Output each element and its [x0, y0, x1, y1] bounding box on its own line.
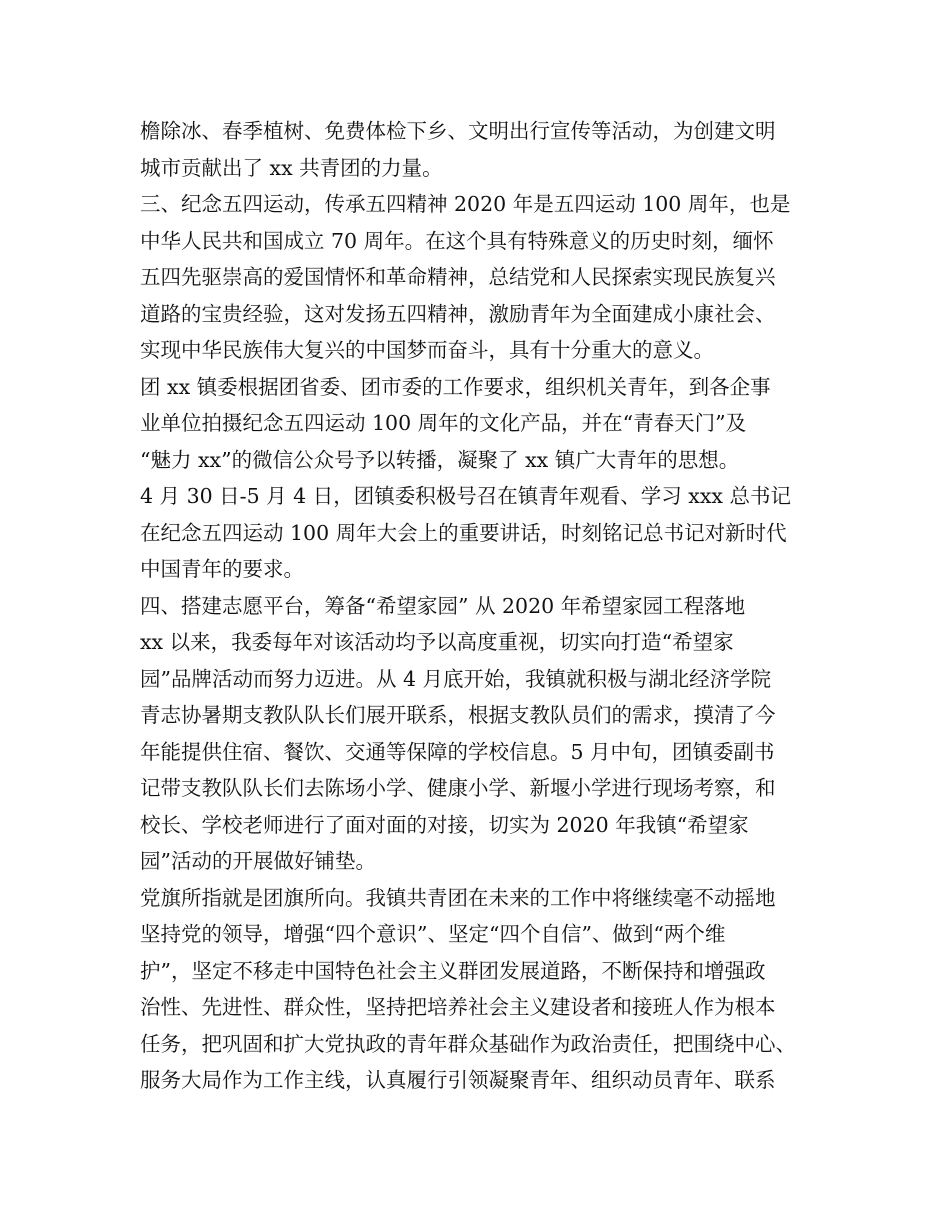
text-line: 记带支教队队长们去陈场小学、健康小学、新堰小学进行现场考察，和 [140, 776, 776, 800]
text-line: 治性、先进性、群众性，坚持把培养社会主义建设者和接班人作为根本 [140, 995, 776, 1019]
text-line: 园”品牌活动而努力迈进。从 4 月底开始，我镇就积极与湖北经济学院 [140, 666, 772, 691]
text-line: 团 xx 镇委根据团省委、团市委的工作要求，组织机关青年，到各企事 [140, 374, 771, 399]
text-line: 党旗所指就是团旗所向。我镇共青团在未来的工作中将继续毫不动摇地 [140, 885, 776, 910]
text-line: 业单位拍摄纪念五四运动 100 周年的文化产品，并在“青春天门”及 [140, 411, 747, 435]
text-line: 五四先驱崇高的爱国情怀和革命精神，总结党和人民探索实现民族复兴 [140, 265, 776, 289]
text-line: xx 以来，我委每年对该活动均予以高度重视，切实向打造“希望家 [140, 630, 734, 654]
text-line: 三、纪念五四运动，传承五四精神 2020 年是五四运动 100 周年，也是 [140, 192, 791, 216]
text-line: 实现中华民族伟大复兴的中国梦而奋斗，具有十分重大的意义。 [140, 338, 714, 362]
text-line: 中华人民共和国成立 70 周年。在这个具有特殊意义的历史时刻，缅怀 [140, 228, 774, 253]
text-line: 城市贡献出了 xx 共青团的力量。 [140, 155, 443, 180]
text-line: 坚持党的领导，增强“四个意识”、坚定“四个自信”、做到“两个维 [140, 922, 726, 946]
text-line: 4 月 30 日-5 月 4 日，团镇委积极号召在镇青年观看、学习 xxx 总书记 [140, 484, 791, 508]
text-line: 任务，把巩固和扩大党执政的青年群众基础作为政治责任，把围绕中心、 [140, 1031, 796, 1056]
text-line: 青志协暑期支教队队长们展开联系，根据支教队员们的需求，摸清了今 [140, 703, 776, 727]
text-line: 在纪念五四运动 100 周年大会上的重要讲话，时刻铭记总书记对新时代 [140, 520, 787, 545]
document-body [140, 113, 830, 1099]
text-line: 中国青年的要求。 [140, 557, 304, 581]
text-line: 檐除冰、春季植树、免费体检下乡、文明出行宣传等活动，为创建文明 [140, 119, 776, 143]
text-line: 校长、学校老师进行了面对面的对接，切实为 2020 年我镇“希望家 [140, 812, 749, 837]
text-line: 道路的宝贵经验，这对发扬五四精神，激励青年为全面建成小康社会、 [140, 301, 776, 326]
text-line: 园”活动的开展做好铺垫。 [140, 849, 376, 873]
text-line: 护”，坚定不移走中国特色社会主义群团发展道路，不断保持和增强政 [140, 958, 766, 983]
text-line: 服务大局作为工作主线，认真履行引领凝聚青年、组织动员青年、联系 [140, 1068, 776, 1092]
text-line: 年能提供住宿、餐饮、交通等保障的学校信息。5 月中旬，团镇委副书 [140, 739, 775, 764]
text-line: 四、搭建志愿平台，筹备“希望家园” 从 2020 年希望家园工程落地 [140, 593, 746, 618]
text-line: “魅力 xx”的微信公众号予以转播，凝聚了 xx 镇广大青年的思想。 [140, 447, 740, 472]
